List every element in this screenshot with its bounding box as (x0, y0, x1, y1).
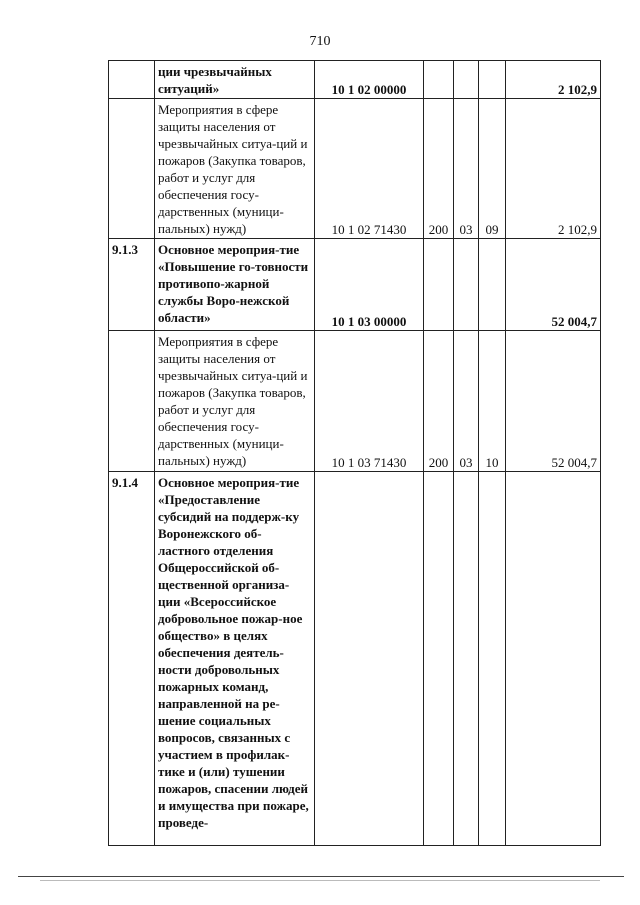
row-code (315, 472, 424, 846)
row-amount: 52 004,7 (506, 331, 601, 472)
row-rz (454, 239, 479, 331)
row-number: 9.1.4 (109, 472, 155, 846)
row-amount (506, 472, 601, 846)
row-pr: 10 (479, 331, 506, 472)
row-number (109, 99, 155, 239)
row-pr (479, 239, 506, 331)
row-amount: 52 004,7 (506, 239, 601, 331)
table-row (109, 99, 601, 239)
bottom-divider (18, 876, 624, 877)
row-rz (454, 61, 479, 99)
row-name: Основное мероприя-тие «Предоставление субсидий на поддерж-ку Воронежского об-ластного отделения Общероссийской об-щественной организа-ции «Всероссийское добровольное пожар-ное общество» в целях обеспечения деятель-ности добровольных пожарных команд, направленной на ре-шение социальных вопросов, связанных с участием в профилак-тике и (или) тушении пожаров, спасении людей и имущества при пожаре, проведе- (155, 472, 315, 846)
row-number: 9.1.3 (109, 239, 155, 331)
row-name: Основное мероприя-тие «Повышение го-товности противопо-жарной службы Воро-нежской области» (155, 239, 315, 331)
row-rz (454, 472, 479, 846)
row-code: 10 1 02 71430 (315, 99, 424, 239)
table-row (109, 331, 601, 472)
row-rz: 03 (454, 331, 479, 472)
row-number (109, 331, 155, 472)
row-pr (479, 472, 506, 846)
row-rz: 03 (454, 99, 479, 239)
row-vr: 200 (424, 99, 454, 239)
table-row (109, 61, 601, 99)
row-vr (424, 61, 454, 99)
page-number: 710 (309, 34, 331, 49)
row-code: 10 1 03 71430 (315, 331, 424, 472)
table-row (109, 472, 601, 846)
row-name: Мероприятия в сфере защиты населения от чрезвычайных ситуа-ций и пожаров (Закупка товаров, работ и услуг для обеспечения госу-дарственных (муници-пальных) нужд) (155, 99, 315, 239)
row-pr (479, 61, 506, 99)
row-amount: 2 102,9 (506, 99, 601, 239)
budget-table (108, 60, 601, 846)
row-name: ции чрезвычайных ситуаций» (155, 61, 315, 99)
table-row (109, 239, 601, 331)
row-vr (424, 239, 454, 331)
row-code: 10 1 02 00000 (315, 61, 424, 99)
row-name: Мероприятия в сфере защиты населения от чрезвычайных ситуа-ций и пожаров (Закупка товаров, работ и услуг для обеспечения госу-дарственных (муници-пальных) нужд) (155, 331, 315, 472)
row-vr: 200 (424, 331, 454, 472)
row-vr (424, 472, 454, 846)
row-pr: 09 (479, 99, 506, 239)
row-code: 10 1 03 00000 (315, 239, 424, 331)
bottom-divider-faint (40, 880, 600, 881)
row-amount: 2 102,9 (506, 61, 601, 99)
row-number (109, 61, 155, 99)
